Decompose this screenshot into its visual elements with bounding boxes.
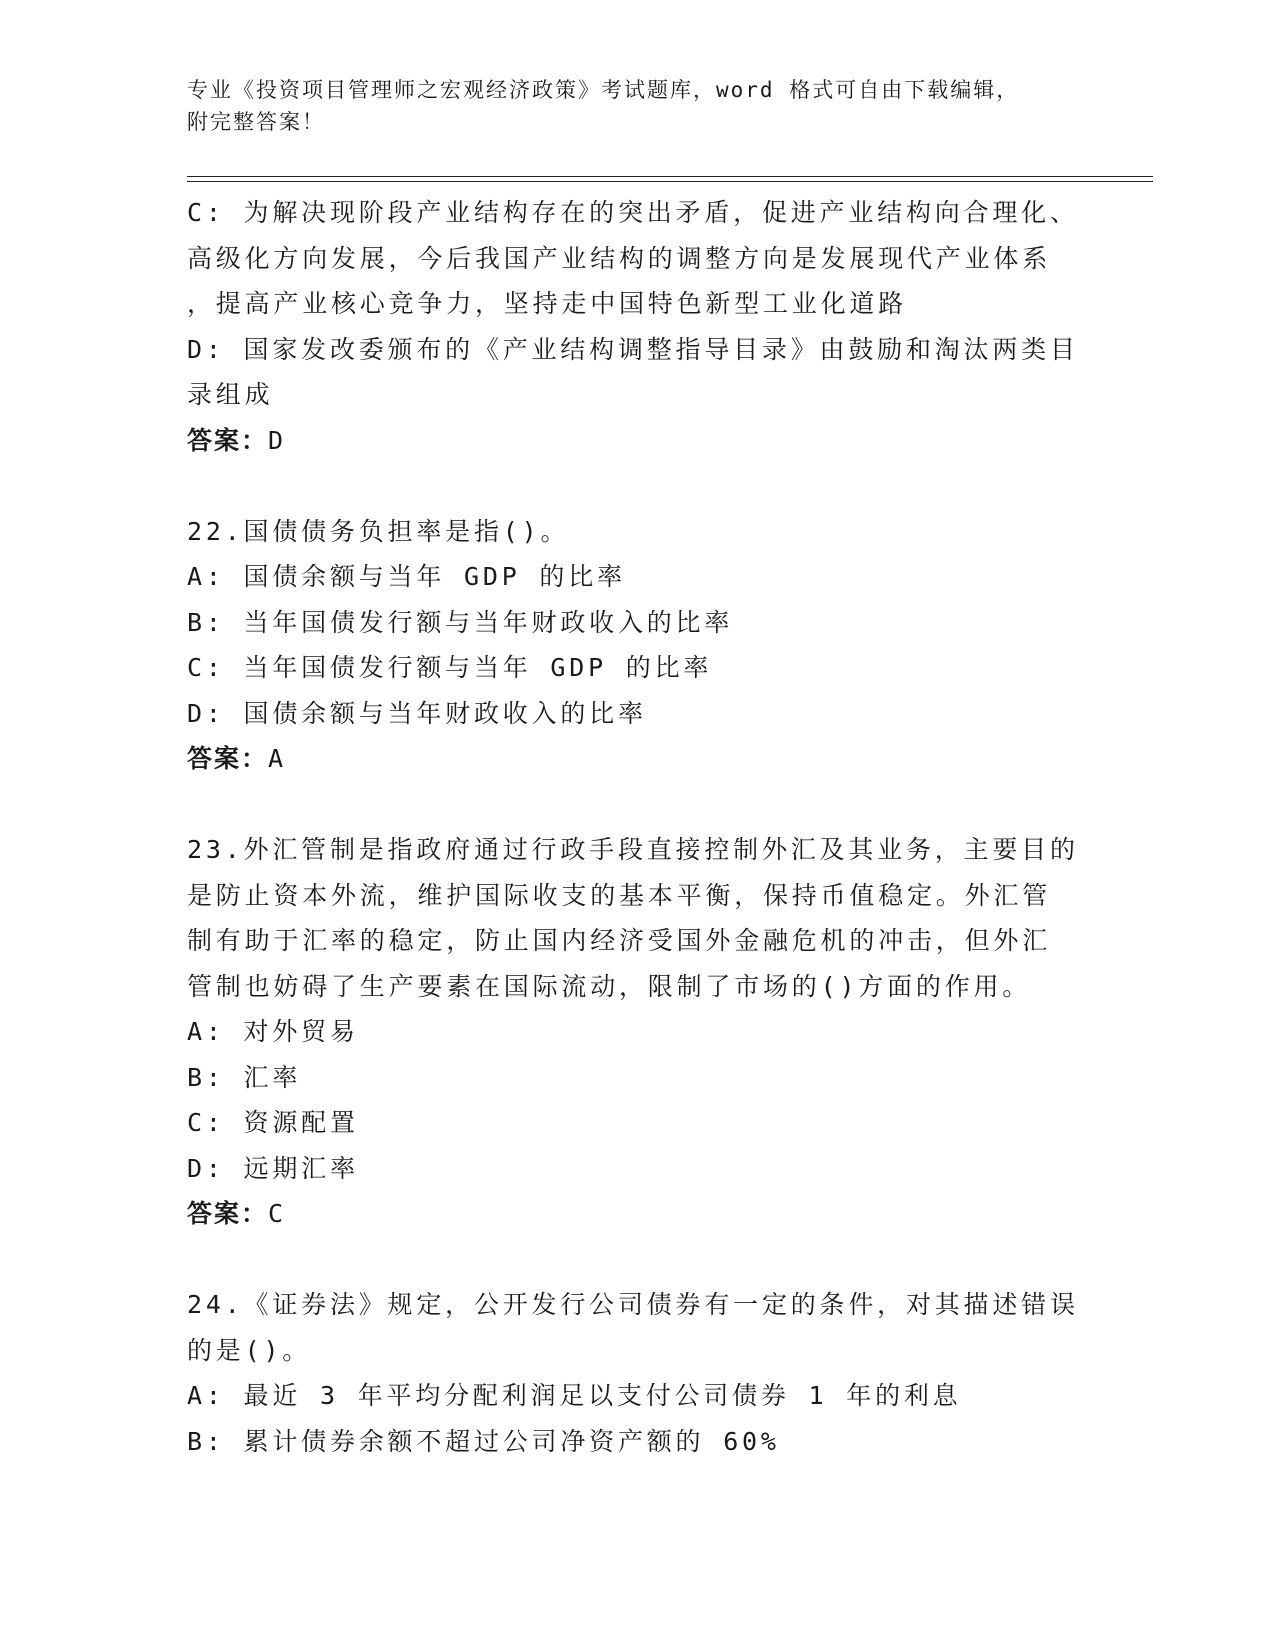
question-content (187, 190, 1087, 1464)
question-text: 的是()。 (187, 1335, 312, 1365)
answer-value: D (268, 425, 286, 455)
question-spacer (187, 782, 1087, 828)
option-c: C: 资源配置 (187, 1108, 359, 1137)
option-a: A: 国债余额与当年 GDP 的比率 (187, 562, 626, 591)
option-c-line: 高级化方向发展，今后我国产业结构的调整方向是发展现代产业体系 (187, 243, 1052, 273)
answer-value: A (268, 744, 286, 773)
question-text: 22.国债债务负担率是指()。 (187, 516, 570, 546)
option-b: B: 汇率 (187, 1062, 302, 1092)
answer-line (187, 418, 1087, 464)
header-line-1: 专业《投资项目管理师之宏观经济政策》考试题库，word 格式可自由下载编辑， (187, 78, 1020, 102)
question-text: 管制也妨碍了生产要素在国际流动，限制了市场的()方面的作用。 (187, 971, 1032, 1001)
option-a: A: 最近 3 年平均分配利润足以支付公司债券 1 年的利息 (187, 1381, 962, 1410)
option-b: B: 当年国债发行额与当年财政收入的比率 (187, 607, 734, 637)
question-text: 24.《证券法》规定，公开发行公司债券有一定的条件，对其描述错误 (187, 1290, 1079, 1319)
option-d: D: 远期汇率 (187, 1153, 359, 1183)
answer-value: C (268, 1199, 286, 1228)
answer-line (187, 736, 1087, 782)
question-spacer (187, 1237, 1087, 1283)
question-text: 制有助于汇率的稳定，防止国内经济受国外金融危机的冲击，但外汇 (187, 926, 1052, 955)
header-divider-bottom (187, 181, 1153, 182)
header-line-2: 附完整答案！ (187, 110, 325, 134)
document-header (187, 74, 1087, 138)
option-c-line: ，提高产业核心竞争力，坚持走中国特色新型工业化道路 (187, 289, 908, 318)
answer-label: 答案： (187, 425, 269, 455)
option-d-line: D: 国家发改委颁布的《产业结构调整指导目录》由鼓励和淘汰两类目 (187, 334, 1079, 364)
continued-question (187, 190, 1087, 463)
option-b: B: 累计债券余额不超过公司净资产额的 60% (187, 1426, 780, 1456)
option-c-line: C: 为解决现阶段产业结构存在的突出矛盾，促进产业结构向合理化、 (187, 198, 1079, 227)
option-d-line: 录组成 (187, 380, 274, 409)
option-d: D: 国债余额与当年财政收入的比率 (187, 698, 647, 728)
option-c: C: 当年国债发行额与当年 GDP 的比率 (187, 653, 713, 682)
question-23 (187, 827, 1087, 1237)
answer-label: 答案： (187, 744, 269, 773)
question-text: 23.外汇管制是指政府通过行政手段直接控制外汇及其业务，主要目的 (187, 835, 1079, 864)
question-text: 是防止资本外流，维护国际收支的基本平衡，保持币值稳定。外汇管 (187, 880, 1052, 910)
question-22 (187, 509, 1087, 782)
answer-line (187, 1191, 1087, 1237)
header-divider-top (187, 176, 1153, 177)
question-spacer (187, 463, 1087, 509)
option-a: A: 对外贸易 (187, 1017, 359, 1046)
answer-label: 答案： (187, 1199, 269, 1228)
question-24 (187, 1282, 1087, 1464)
